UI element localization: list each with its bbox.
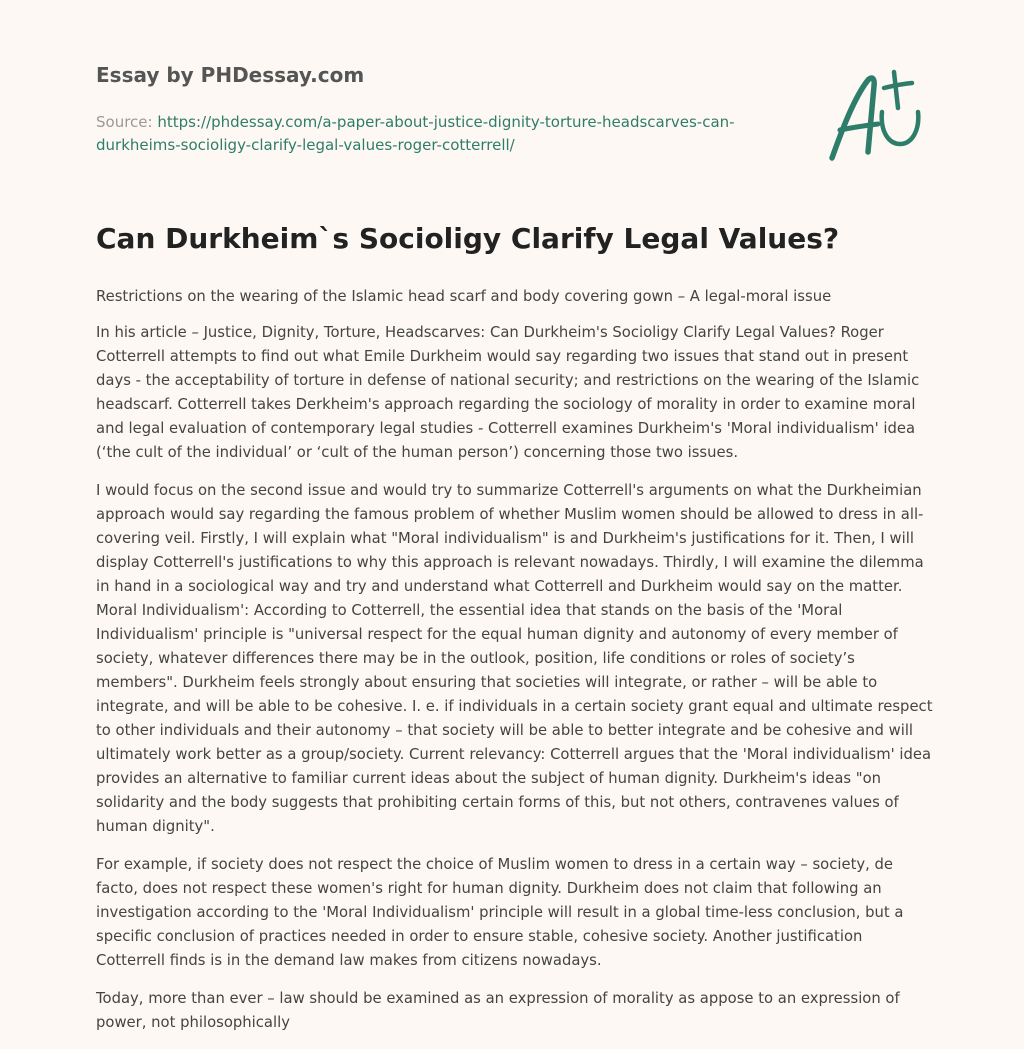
source-label: Source: — [96, 113, 153, 131]
essay-body — [96, 285, 936, 1049]
a-plus-logo-graphic — [826, 68, 926, 164]
site-title: Essay by PHDessay.com — [96, 63, 365, 87]
essay-paragraph: Today, more than ever – law should be examined as an expression of morality as appose to an expression of power, not philosophically — [96, 990, 900, 1031]
essay-paragraph: I would focus on the second issue and would try to summarize Cotterrell's arguments on what the Durkheimian approach would say regarding the famous problem of whether Muslim women should be allowed to dress in all-covering veil. Firstly, I will explain what "Moral individualism" is and Durkheim's justifications for it. Then, I will display Cotterrell's justifications to why this approach is relevant nowadays. Thirdly, I will examine the dilemma in hand in a sociological way and try and understand what Cotterrell and Durkheim would say on the matter. Moral Individualism': According to Cotterrell, the essential idea that stands on the basis of the 'Moral Individualism' principle is "universal respect for the equal human dignity and autonomy of every member of society, whatever differences there may be in the outlook, position, life conditions or roles of society’s members". Durkheim feels strongly about ensuring that societies will integrate, or rather – will be able to integrate, and will be able to be cohesive. I. e. if individuals in a certain society grant equal and ultimate respect to other individuals and their autonomy – that society will be able to better integrate and be cohesive and will ultimately work better as a group/society. Current relevancy: Cotterrell argues that the 'Moral individualism' idea provides an alternative to familiar current ideas about the subject of human dignity. Durkheim's ideas "on solidarity and the body suggests that prohibiting certain forms of this, but not others, contravenes values of human dignity". — [96, 482, 933, 835]
a-plus-grade-icon — [826, 68, 926, 164]
essay-title: Can Durkheim`s Socioligy Clarify Legal Values? — [96, 222, 840, 255]
source-line — [96, 111, 796, 157]
essay-subtitle: Restrictions on the wearing of the Islamic head scarf and body covering gown – A legal-moral issue — [96, 288, 832, 305]
essay-paragraph: In his article – Justice, Dignity, Torture, Headscarves: Can Durkheim's Socioligy Clarify Legal Values? Roger Cotterrell attempts to find out what Emile Durkheim would say regarding two issues that stand out in present days - the acceptability of torture in defense of national security; and restrictions on the wearing of the Islamic headscarf. Cotterrell takes Derkheim's approach regarding the sociology of morality in order to examine moral and legal evaluation of contemporary legal studies - Cotterrell examines Durkheim's 'Moral individualism' idea (‘the cult of the individual’ or ‘cult of the human person’) concerning those two issues. — [96, 324, 920, 461]
essay-paragraph: For example, if society does not respect the choice of Muslim women to dress in a certain way – society, de facto, does not respect these women's right for human dignity. Durkheim does not claim that following an investigation according to the 'Moral Individualism' principle will result in a global time-less conclusion, but a specific conclusion of practices needed in order to ensure stable, cohesive society. Another justification Cotterrell finds is in the demand law makes from citizens nowadays. — [96, 856, 904, 969]
source-link[interactable]: https://phdessay.com/a-paper-about-justice-dignity-torture-headscarves-can-durkheims-socioligy-clarify-legal-values-roger-cotterrell/ — [96, 113, 735, 154]
